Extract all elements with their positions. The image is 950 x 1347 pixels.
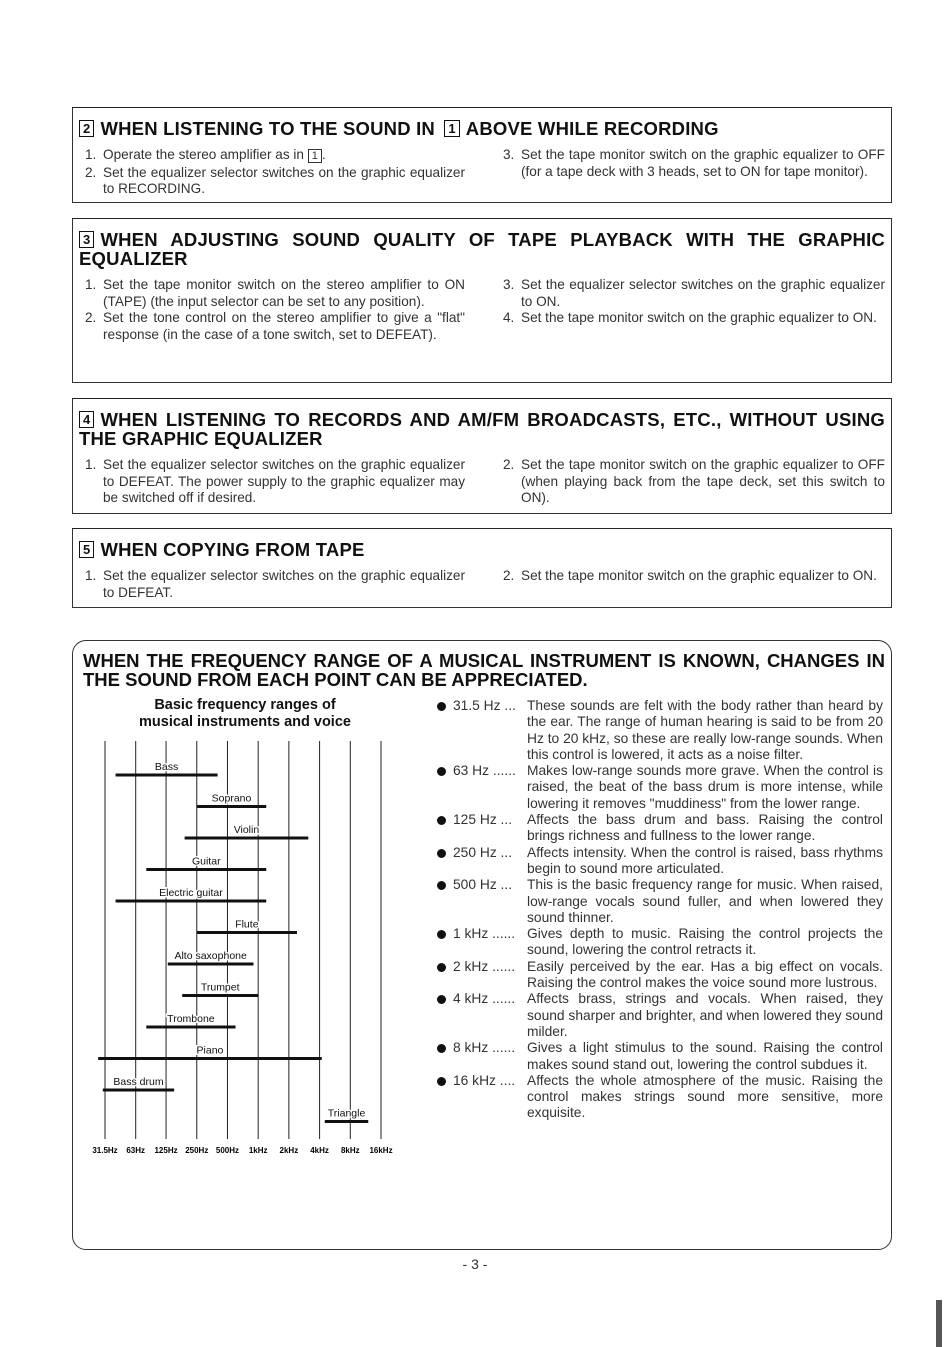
section-5-box xyxy=(72,528,892,608)
section-2-box xyxy=(72,107,892,203)
section-2-title: 2 WHEN LISTENING TO THE SOUND IN 1 ABOVE WHILE RECORDING xyxy=(79,119,885,138)
section-2-left-column xyxy=(83,147,465,198)
frequency-item-125hz: 125 Hz ... Affects the bass drum and bass. Raising the control brings richness and fullness to the lower range. xyxy=(433,812,883,845)
bullet-icon xyxy=(437,995,446,1004)
x-tick-label: 31.5Hz xyxy=(92,1146,118,1155)
instrument-label: Violin xyxy=(233,824,260,836)
section-4-title: 4 WHEN LISTENING TO RECORDS AND AM/FM BROADCASTS, ETC., WITHOUT USING THE GRAPHIC EQUALIZER xyxy=(79,409,885,449)
x-tick-label: 4kHz xyxy=(310,1146,329,1155)
frequency-item-250hz: 250 Hz ... Affects intensity. When the control is raised, bass rhythms begin to sound more articulated. xyxy=(433,845,883,878)
instrument-label: Piano xyxy=(196,1044,224,1057)
list-item: 3. Set the tape monitor switch on the graphic equalizer to OFF (for a tape deck with 3 heads, set to ON for tape monitor). xyxy=(503,147,885,179)
section-3-number: 3 xyxy=(79,231,94,248)
x-tick-label: 500Hz xyxy=(215,1146,240,1155)
section-5-left-column xyxy=(83,568,465,601)
instrument-label: Electric guitar xyxy=(159,887,223,899)
x-tick-label: 125Hz xyxy=(154,1146,178,1155)
frequency-range-chart xyxy=(92,741,423,1155)
scan-edge-mark xyxy=(936,1300,942,1347)
x-tick-label: 63Hz xyxy=(126,1146,146,1155)
list-item: 4. Set the tape monitor switch on the graphic equalizer to ON. xyxy=(503,310,877,325)
bullet-icon xyxy=(437,963,446,972)
list-item: 1. Operate the stereo amplifier as in 1 . xyxy=(85,147,326,162)
section-ref-number: 1 xyxy=(444,120,459,137)
instrument-label: Flute xyxy=(235,918,259,931)
frequency-item-8khz: 8 kHz ...... Gives a light stimulus to the sound. Raising the control makes sound stand out, lowering the control subdues it. xyxy=(433,1040,883,1073)
frequency-section-box xyxy=(72,640,892,1250)
frequency-item-31hz: 31.5 Hz ... These sounds are felt with the body rather than heard by the ear. The range of human hearing is said to be from 20 Hz to 20 kHz, so these are really low-range sounds. When this control is lowered, it acts as a noise filter. xyxy=(433,698,883,763)
instrument-label: Alto saxophone xyxy=(174,950,247,962)
instrument-label: Bass xyxy=(154,761,179,773)
frequency-item-1khz: 1 kHz ...... Gives depth to music. Raising the control projects the sound, lowering the control retracts it. xyxy=(433,926,883,959)
section-4-number: 4 xyxy=(79,411,94,428)
section-5-right-column xyxy=(501,568,885,585)
list-item: 2. Set the tape monitor switch on the graphic equalizer to ON. xyxy=(503,568,877,583)
list-item: 1. Set the tape monitor switch on the stereo amplifier to ON (TAPE) (the input selector can be set to any position). xyxy=(85,277,465,309)
list-item: 2. Set the tone control on the stereo amplifier to give a "flat" response (in the case of a tone switch, set to DEFEAT). xyxy=(85,310,465,342)
instrument-label: Triangle xyxy=(327,1107,366,1120)
x-tick-label: 1kHz xyxy=(248,1146,268,1155)
section-4-right-column xyxy=(501,457,885,507)
instrument-label: Trombone xyxy=(167,1013,215,1025)
frequency-list xyxy=(433,698,883,1122)
bullet-icon xyxy=(437,849,446,858)
frequency-item-2khz: 2 kHz ...... Easily perceived by the ear. Has a big effect on vocals. Raising the control makes the voice sound more lustrous. xyxy=(433,959,883,992)
instrument-label: Guitar xyxy=(191,855,221,868)
bullet-icon xyxy=(437,702,446,711)
section-5-title: 5 WHEN COPYING FROM TAPE xyxy=(79,540,885,559)
section-3-title: 3 WHEN ADJUSTING SOUND QUALITY OF TAPE PLAYBACK WITH THE GRAPHIC EQUALIZER xyxy=(79,229,885,269)
list-item: 1. Set the equalizer selector switches on the graphic equalizer to DEFEAT. xyxy=(85,568,465,600)
frequency-item-500hz: 500 Hz ... This is the basic frequency range for music. When raised, low-range vocals sound fuller, and when lowered they sound thinner. xyxy=(433,877,883,926)
section-3-left-column xyxy=(83,277,465,343)
bullet-icon xyxy=(437,881,446,890)
instrument-label: Soprano xyxy=(211,792,252,805)
x-tick-label: 16kHz xyxy=(369,1146,393,1155)
section-3-right-column xyxy=(501,277,885,327)
chart-title: Basic frequency ranges of musical instruments and voice xyxy=(139,697,351,730)
frequency-item-16khz: 16 kHz .... Affects the whole atmosphere of the music. Raising the control makes strings sound more sensitive, more exquisite. xyxy=(433,1073,883,1122)
section-2-right-column xyxy=(501,147,885,180)
list-item: 2. Set the equalizer selector switches on the graphic equalizer to RECORDING. xyxy=(85,164,465,196)
x-tick-label: 250Hz xyxy=(185,1146,209,1155)
bullet-icon xyxy=(437,816,446,825)
x-tick-label: 2kHz xyxy=(279,1146,299,1155)
list-item: 2. Set the tape monitor switch on the graphic equalizer to OFF (when playing back from the tape deck, set this switch to ON). xyxy=(503,457,885,505)
section-4-box xyxy=(72,398,892,514)
bullet-icon xyxy=(437,767,446,776)
section-4-left-column xyxy=(83,457,465,507)
bullet-icon xyxy=(437,930,446,939)
step-ref-number: 1 xyxy=(308,149,322,163)
section-3-box xyxy=(72,218,892,383)
page-number: - 3 - xyxy=(462,1256,488,1272)
frequency-section-title: WHEN THE FREQUENCY RANGE OF A MUSICAL INSTRUMENT IS KNOWN, CHANGES IN THE SOUND FROM EACH POINT CAN BE APPRECIATED. xyxy=(83,650,885,690)
section-5-number: 5 xyxy=(79,541,94,558)
frequency-item-63hz: 63 Hz ...... Makes low-range sounds more grave. When the control is raised, the beat of the bass drum is more intense, while lowering it removes "muddiness" from the lower range. xyxy=(433,763,883,812)
instrument-label: Bass drum xyxy=(113,1076,164,1088)
x-tick-label: 8kHz xyxy=(340,1146,360,1155)
frequency-item-4khz: 4 kHz ...... Affects brass, strings and vocals. When raised, they sound sharper and brighter, and when lowered they sound milder. xyxy=(433,991,883,1040)
list-item: 3. Set the equalizer selector switches on the graphic equalizer to ON. xyxy=(503,277,885,309)
bullet-icon xyxy=(437,1077,446,1086)
bullet-icon xyxy=(437,1044,446,1053)
section-2-number: 2 xyxy=(79,120,94,137)
list-item: 1. Set the equalizer selector switches on the graphic equalizer to DEFEAT. The power supply to the graphic equalizer may be switched off if desired. xyxy=(85,457,465,505)
instrument-label: Trumpet xyxy=(200,981,240,994)
